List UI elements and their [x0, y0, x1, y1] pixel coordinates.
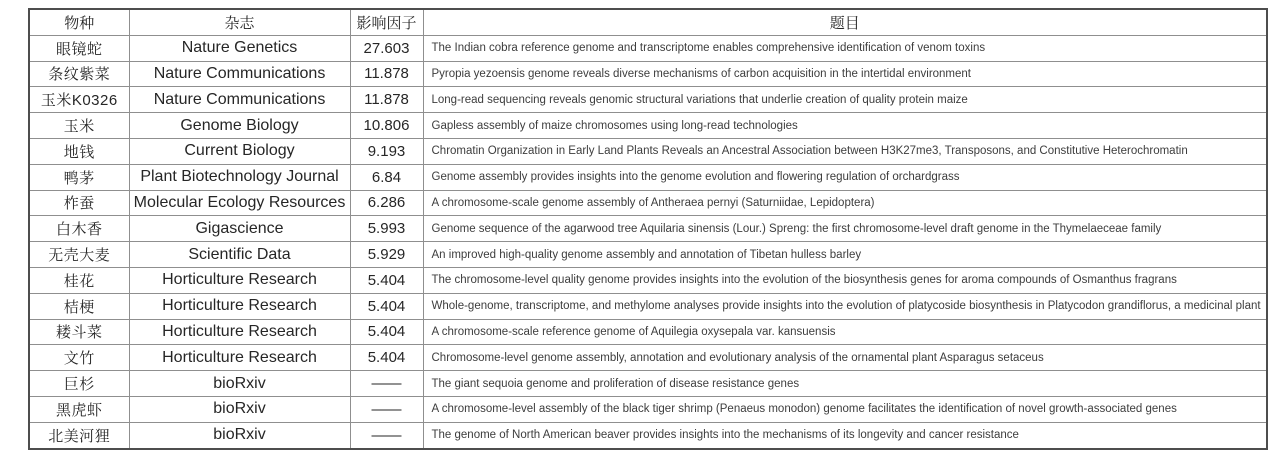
table-row: [29, 61, 1267, 87]
journal-cell: Nature Communications: [129, 61, 350, 87]
journal-cell: Horticulture Research: [129, 293, 350, 319]
impact-factor-cell: 27.603: [350, 35, 423, 61]
impact-factor-cell: 5.404: [350, 319, 423, 345]
table-row: [29, 293, 1267, 319]
journal-cell: bioRxiv: [129, 422, 350, 448]
title-cell: An improved high-quality genome assembly and annotation of Tibetan hulless barley: [423, 242, 1267, 268]
table-row: [29, 396, 1267, 422]
species-cell: 巨杉: [29, 371, 129, 397]
title-cell: Chromosome-level genome assembly, annotation and evolutionary analysis of the ornamental plant Asparagus setaceus: [423, 345, 1267, 371]
table-row: [29, 371, 1267, 397]
species-cell: 耧斗菜: [29, 319, 129, 345]
title-cell: A chromosome-scale reference genome of Aquilegia oxysepala var. kansuensis: [423, 319, 1267, 345]
journal-cell: Plant Biotechnology Journal: [129, 164, 350, 190]
impact-factor-cell: 10.806: [350, 113, 423, 139]
table-row: [29, 164, 1267, 190]
species-cell: 条纹紫菜: [29, 61, 129, 87]
table-row: [29, 242, 1267, 268]
impact-factor-cell: 11.878: [350, 87, 423, 113]
impact-factor-cell: ——: [350, 371, 423, 397]
title-cell: A chromosome-scale genome assembly of Antheraea pernyi (Saturniidae, Lepidoptera): [423, 190, 1267, 216]
species-cell: 白木香: [29, 216, 129, 242]
journal-cell: bioRxiv: [129, 396, 350, 422]
table-row: [29, 113, 1267, 139]
species-cell: 北美河狸: [29, 422, 129, 448]
title-cell: Gapless assembly of maize chromosomes using long-read technologies: [423, 113, 1267, 139]
table-row: [29, 138, 1267, 164]
species-cell: 桔梗: [29, 293, 129, 319]
publications-table: [28, 8, 1268, 450]
species-cell: 眼镜蛇: [29, 35, 129, 61]
journal-cell: Horticulture Research: [129, 267, 350, 293]
journal-cell: Current Biology: [129, 138, 350, 164]
title-cell: A chromosome-level assembly of the black tiger shrimp (Penaeus monodon) genome facilitates the identification of novel growth-associated genes: [423, 396, 1267, 422]
species-cell: 桂花: [29, 267, 129, 293]
title-cell: Genome sequence of the agarwood tree Aquilaria sinensis (Lour.) Spreng: the first chromosome-level draft genome in the Thymelaeceae family: [423, 216, 1267, 242]
title-cell: The chromosome-level quality genome provides insights into the evolution of the biosynthesis genes for aroma compounds of Osmanthus fragrans: [423, 267, 1267, 293]
journal-cell: Gigascience: [129, 216, 350, 242]
species-cell: 无壳大麦: [29, 242, 129, 268]
journal-cell: Horticulture Research: [129, 319, 350, 345]
journal-cell: Nature Communications: [129, 87, 350, 113]
journal-cell: Nature Genetics: [129, 35, 350, 61]
species-cell: 鸭茅: [29, 164, 129, 190]
table-row: [29, 319, 1267, 345]
journal-cell: Genome Biology: [129, 113, 350, 139]
impact-factor-cell: 5.929: [350, 242, 423, 268]
column-header-title: 题目: [423, 9, 1267, 35]
journal-cell: bioRxiv: [129, 371, 350, 397]
table-header: [29, 9, 1267, 35]
impact-factor-cell: 9.193: [350, 138, 423, 164]
impact-factor-cell: 5.404: [350, 345, 423, 371]
impact-factor-cell: ——: [350, 396, 423, 422]
table-row: [29, 87, 1267, 113]
journal-cell: Horticulture Research: [129, 345, 350, 371]
title-cell: The giant sequoia genome and proliferation of disease resistance genes: [423, 371, 1267, 397]
title-cell: Pyropia yezoensis genome reveals diverse mechanisms of carbon acquisition in the intertidal environment: [423, 61, 1267, 87]
impact-factor-cell: 5.404: [350, 267, 423, 293]
header-row: [29, 9, 1267, 35]
journal-cell: Scientific Data: [129, 242, 350, 268]
impact-factor-cell: 5.993: [350, 216, 423, 242]
species-cell: 玉米K0326: [29, 87, 129, 113]
table-row: [29, 190, 1267, 216]
table-row: [29, 267, 1267, 293]
column-header-journal: 杂志: [129, 9, 350, 35]
table-body: [29, 35, 1267, 448]
column-header-impact-factor: 影响因子: [350, 9, 423, 35]
table-row: [29, 345, 1267, 371]
species-cell: 玉米: [29, 113, 129, 139]
impact-factor-cell: 11.878: [350, 61, 423, 87]
species-cell: 黑虎虾: [29, 396, 129, 422]
title-cell: Genome assembly provides insights into the genome evolution and flowering regulation of orchardgrass: [423, 164, 1267, 190]
species-cell: 地钱: [29, 138, 129, 164]
table-row: [29, 216, 1267, 242]
title-cell: The genome of North American beaver provides insights into the mechanisms of its longevity and cancer resistance: [423, 422, 1267, 448]
column-header-species: 物种: [29, 9, 129, 35]
journal-cell: Molecular Ecology Resources: [129, 190, 350, 216]
publications-table-container: [28, 8, 1268, 450]
species-cell: 柞蚕: [29, 190, 129, 216]
impact-factor-cell: 6.286: [350, 190, 423, 216]
impact-factor-cell: 6.84: [350, 164, 423, 190]
table-row: [29, 35, 1267, 61]
impact-factor-cell: 5.404: [350, 293, 423, 319]
title-cell: Whole-genome, transcriptome, and methylome analyses provide insights into the evolution of platycoside biosynthesis in Platycodon grandiflorus, a medicinal plant: [423, 293, 1267, 319]
impact-factor-cell: ——: [350, 422, 423, 448]
title-cell: Long-read sequencing reveals genomic structural variations that underlie creation of quality protein maize: [423, 87, 1267, 113]
species-cell: 文竹: [29, 345, 129, 371]
title-cell: Chromatin Organization in Early Land Plants Reveals an Ancestral Association between H3K27me3, Transposons, and Constitutive Heterochromatin: [423, 138, 1267, 164]
title-cell: The Indian cobra reference genome and transcriptome enables comprehensive identification of venom toxins: [423, 35, 1267, 61]
